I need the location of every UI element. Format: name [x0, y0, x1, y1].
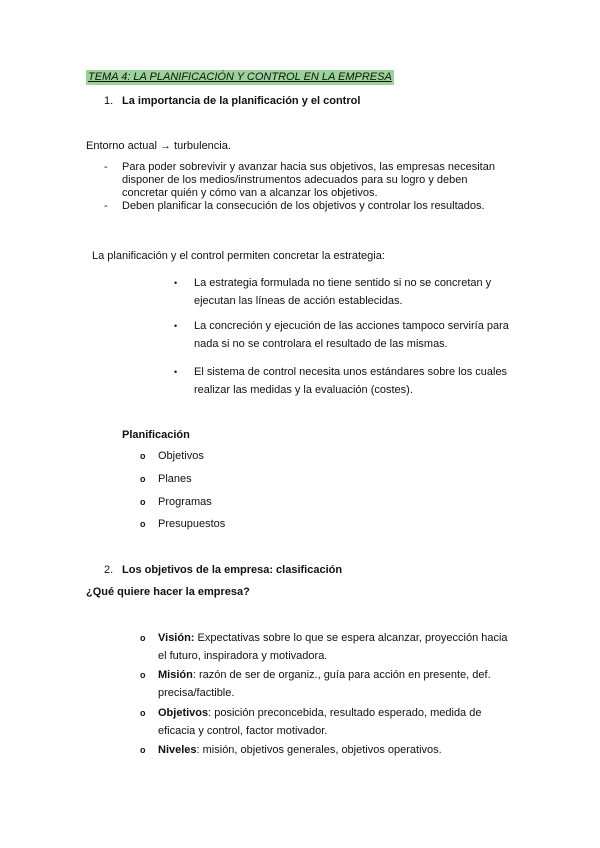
circle-marker: o	[140, 633, 146, 643]
planificacion-item-label: Objetivos	[158, 450, 204, 462]
planificacion-item	[140, 450, 204, 462]
dash-list	[104, 161, 514, 213]
section1-heading: La importancia de la planificación y el control	[122, 95, 361, 107]
circle-marker: o	[140, 451, 146, 461]
section1-number: 1.	[104, 95, 114, 107]
definition-item	[140, 666, 520, 702]
dash-marker: -	[104, 161, 108, 173]
planificacion-item	[140, 518, 225, 530]
dash-item	[104, 200, 514, 213]
dash-item-text: Para poder sobrevivir y avanzar hacia sus objetivos, las empresas necesitan disponer de los medios/instrumentos adecuados para su logro y deben concretar quién y cómo van a alcanzar los objetivos.	[122, 161, 495, 199]
definition-text: Expectativas sobre lo que se espera alcanzar, proyección hacia	[194, 632, 508, 644]
section2-question: ¿Qué quiere hacer la empresa?	[86, 586, 250, 598]
strategy-bullet	[174, 317, 524, 353]
bullet-line: realizar las medidas y la evaluación (costes).	[194, 384, 413, 396]
dash-marker: -	[104, 200, 108, 212]
planificacion-item-label: Planes	[158, 473, 192, 485]
bullet-line: ejecutan las líneas de acción establecidas.	[194, 295, 403, 307]
definition-text: eficacia y control, factor motivador.	[158, 725, 328, 737]
definition-item	[140, 741, 520, 759]
section2-number: 2.	[104, 564, 114, 576]
circle-marker: o	[140, 745, 146, 755]
bullet-line: La concreción y ejecución de las acciones tampoco serviría para	[194, 320, 509, 332]
planificacion-item-label: Programas	[158, 496, 212, 508]
definition-item	[140, 629, 520, 665]
circle-marker: o	[140, 670, 146, 680]
circle-marker: o	[140, 497, 146, 507]
strategy-bullet	[174, 274, 524, 310]
definition-text: : posición preconcebida, resultado esperado, medida de	[208, 707, 482, 719]
planificacion-item	[140, 496, 212, 508]
bullet-line: La estrategia formulada no tiene sentido si no se concretan y	[194, 277, 492, 289]
definition-term: Niveles	[158, 744, 197, 756]
section2-heading: Los objetivos de la empresa: clasificación	[122, 564, 343, 576]
planificacion-heading: Planificación	[122, 429, 190, 441]
dash-item	[104, 161, 514, 200]
definition-term: Misión	[158, 669, 193, 681]
circle-marker: o	[140, 708, 146, 718]
definition-item	[140, 704, 520, 740]
strategy-bullet	[174, 363, 524, 399]
definition-text: el futuro, inspiradora y motivadora.	[158, 650, 328, 662]
bullet-marker: •	[174, 278, 178, 288]
bullet-line: nada si no se controlara el resultado de las mismas.	[194, 338, 448, 350]
planificacion-item	[140, 473, 192, 485]
circle-marker: o	[140, 519, 146, 529]
definition-text: : razón de ser de organiz., guía para acción en presente, def.	[192, 669, 491, 681]
entorno-text: Entorno actual → turbulencia.	[86, 140, 231, 152]
bullet-line: El sistema de control necesita unos estándares sobre los cuales	[194, 366, 508, 378]
definition-term: Objetivos	[158, 707, 209, 719]
circle-marker: o	[140, 474, 146, 484]
dash-item-text: Deben planificar la consecución de los objetivos y controlar los resultados.	[122, 200, 485, 212]
strategy-intro: La planificación y el control permiten concretar la estrategia:	[92, 250, 385, 262]
definition-text: : misión, objetivos generales, objetivos operativos.	[196, 744, 442, 756]
bullet-marker: •	[174, 321, 178, 331]
definition-text: precisa/factible.	[158, 687, 235, 699]
planificacion-item-label: Presupuestos	[158, 518, 226, 530]
definition-term: Visión:	[158, 632, 195, 644]
page-title: TEMA 4: LA PLANIFICACIÓN Y CONTROL EN LA EMPRESA	[88, 71, 392, 83]
bullet-marker: •	[174, 367, 178, 377]
